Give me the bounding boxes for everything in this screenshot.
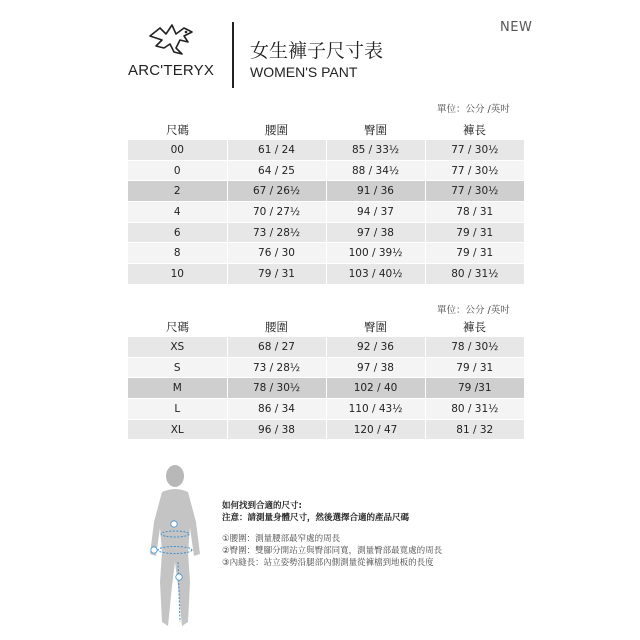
cell-size: 0 xyxy=(128,160,227,181)
col-waist: 腰圍 xyxy=(227,120,326,140)
cell-size: M xyxy=(128,378,227,399)
cell-waist: 73 / 28½ xyxy=(227,357,326,378)
archaeopteryx-icon xyxy=(146,22,198,58)
cell-waist: 78 / 30½ xyxy=(227,378,326,399)
cell-size: XL xyxy=(128,419,227,440)
cell-hip: 92 / 36 xyxy=(326,337,425,357)
cell-waist: 96 / 38 xyxy=(227,419,326,440)
table-header xyxy=(128,120,524,140)
cell-waist: 86 / 34 xyxy=(227,399,326,420)
col-inseam: 褲長 xyxy=(425,317,524,337)
cell-hip: 85 / 33½ xyxy=(326,140,425,160)
cell-size: L xyxy=(128,399,227,420)
size-table-numeric xyxy=(128,120,524,285)
cell-size: XS xyxy=(128,337,227,357)
new-badge: NEW xyxy=(500,20,533,35)
cell-hip: 88 / 34½ xyxy=(326,160,425,181)
cell-hip: 100 / 39½ xyxy=(326,243,425,264)
col-hip: 臀圍 xyxy=(326,120,425,140)
cell-waist: 76 / 30 xyxy=(227,243,326,264)
cell-waist: 70 / 27½ xyxy=(227,202,326,223)
cell-size: 2 xyxy=(128,181,227,202)
col-inseam: 褲長 xyxy=(425,120,524,140)
cell-waist: 64 / 25 xyxy=(227,160,326,181)
measurement-guide xyxy=(222,500,442,570)
cell-size: 10 xyxy=(128,264,227,285)
table-row xyxy=(128,160,524,181)
cell-inseam: 80 / 31½ xyxy=(425,264,524,285)
cell-hip: 91 / 36 xyxy=(326,181,425,202)
cell-inseam: 79 / 31 xyxy=(425,222,524,243)
cell-size: 00 xyxy=(128,140,227,160)
cell-inseam: 79 /31 xyxy=(425,378,524,399)
cell-inseam: 79 / 31 xyxy=(425,357,524,378)
brand-name: ARC'TERYX xyxy=(128,62,215,79)
size-table-letter xyxy=(128,317,524,440)
cell-inseam: 77 / 30½ xyxy=(425,160,524,181)
cell-inseam: 77 / 30½ xyxy=(425,140,524,160)
table-row xyxy=(128,419,524,440)
cell-hip: 97 / 38 xyxy=(326,357,425,378)
guide-note: 注意：請測量身體尺寸，然後選擇合適的產品尺碼 xyxy=(222,513,410,524)
body-measurement-figure-icon xyxy=(140,462,210,632)
cell-hip: 110 / 43½ xyxy=(326,399,425,420)
cell-hip: 103 / 40½ xyxy=(326,264,425,285)
page-subtitle: WOMEN'S PANT xyxy=(250,64,358,80)
guide-step-hip: ②臀圍：雙腳分開站立與臀部同寬，測量臀部最寬處的周長 xyxy=(222,545,443,556)
guide-title: 如何找到合適的尺寸: xyxy=(222,501,302,511)
table-row xyxy=(128,357,524,378)
col-hip: 臀圍 xyxy=(326,317,425,337)
cell-inseam: 80 / 31½ xyxy=(425,399,524,420)
cell-hip: 102 / 40 xyxy=(326,378,425,399)
cell-size: 4 xyxy=(128,202,227,223)
cell-waist: 68 / 27 xyxy=(227,337,326,357)
table-row xyxy=(128,264,524,285)
table-row xyxy=(128,222,524,243)
table-row xyxy=(128,378,524,399)
cell-hip: 94 / 37 xyxy=(326,202,425,223)
page-title: 女生褲子尺寸表 xyxy=(250,40,384,62)
cell-size: S xyxy=(128,357,227,378)
cell-waist: 61 / 24 xyxy=(227,140,326,160)
cell-inseam: 78 / 31 xyxy=(425,202,524,223)
table-row xyxy=(128,181,524,202)
unit-label-1: 單位：公分 /英吋 xyxy=(437,104,510,115)
table-row xyxy=(128,399,524,420)
header-divider xyxy=(232,22,234,88)
cell-inseam: 79 / 31 xyxy=(425,243,524,264)
table-row xyxy=(128,243,524,264)
cell-hip: 120 / 47 xyxy=(326,419,425,440)
cell-waist: 67 / 26½ xyxy=(227,181,326,202)
cell-inseam: 77 / 30½ xyxy=(425,181,524,202)
table-row xyxy=(128,337,524,357)
table-row xyxy=(128,202,524,223)
cell-waist: 79 / 31 xyxy=(227,264,326,285)
table-row xyxy=(128,140,524,160)
table-header xyxy=(128,317,524,337)
col-size: 尺碼 xyxy=(128,317,227,337)
cell-hip: 97 / 38 xyxy=(326,222,425,243)
cell-inseam: 81 / 32 xyxy=(425,419,524,440)
col-size: 尺碼 xyxy=(128,120,227,140)
guide-step-inseam: ③內縫長：站立姿勢沿腿部內側測量從褲檔到地板的長度 xyxy=(222,558,434,569)
unit-label-2: 單位：公分 /英吋 xyxy=(437,305,510,316)
guide-step-waist: ①腰圍：測量腰部最窄處的周長 xyxy=(222,533,341,544)
guide-steps xyxy=(222,533,442,570)
cell-inseam: 78 / 30½ xyxy=(425,337,524,357)
col-waist: 腰圍 xyxy=(227,317,326,337)
cell-size: 8 xyxy=(128,243,227,264)
cell-waist: 73 / 28½ xyxy=(227,222,326,243)
cell-size: 6 xyxy=(128,222,227,243)
